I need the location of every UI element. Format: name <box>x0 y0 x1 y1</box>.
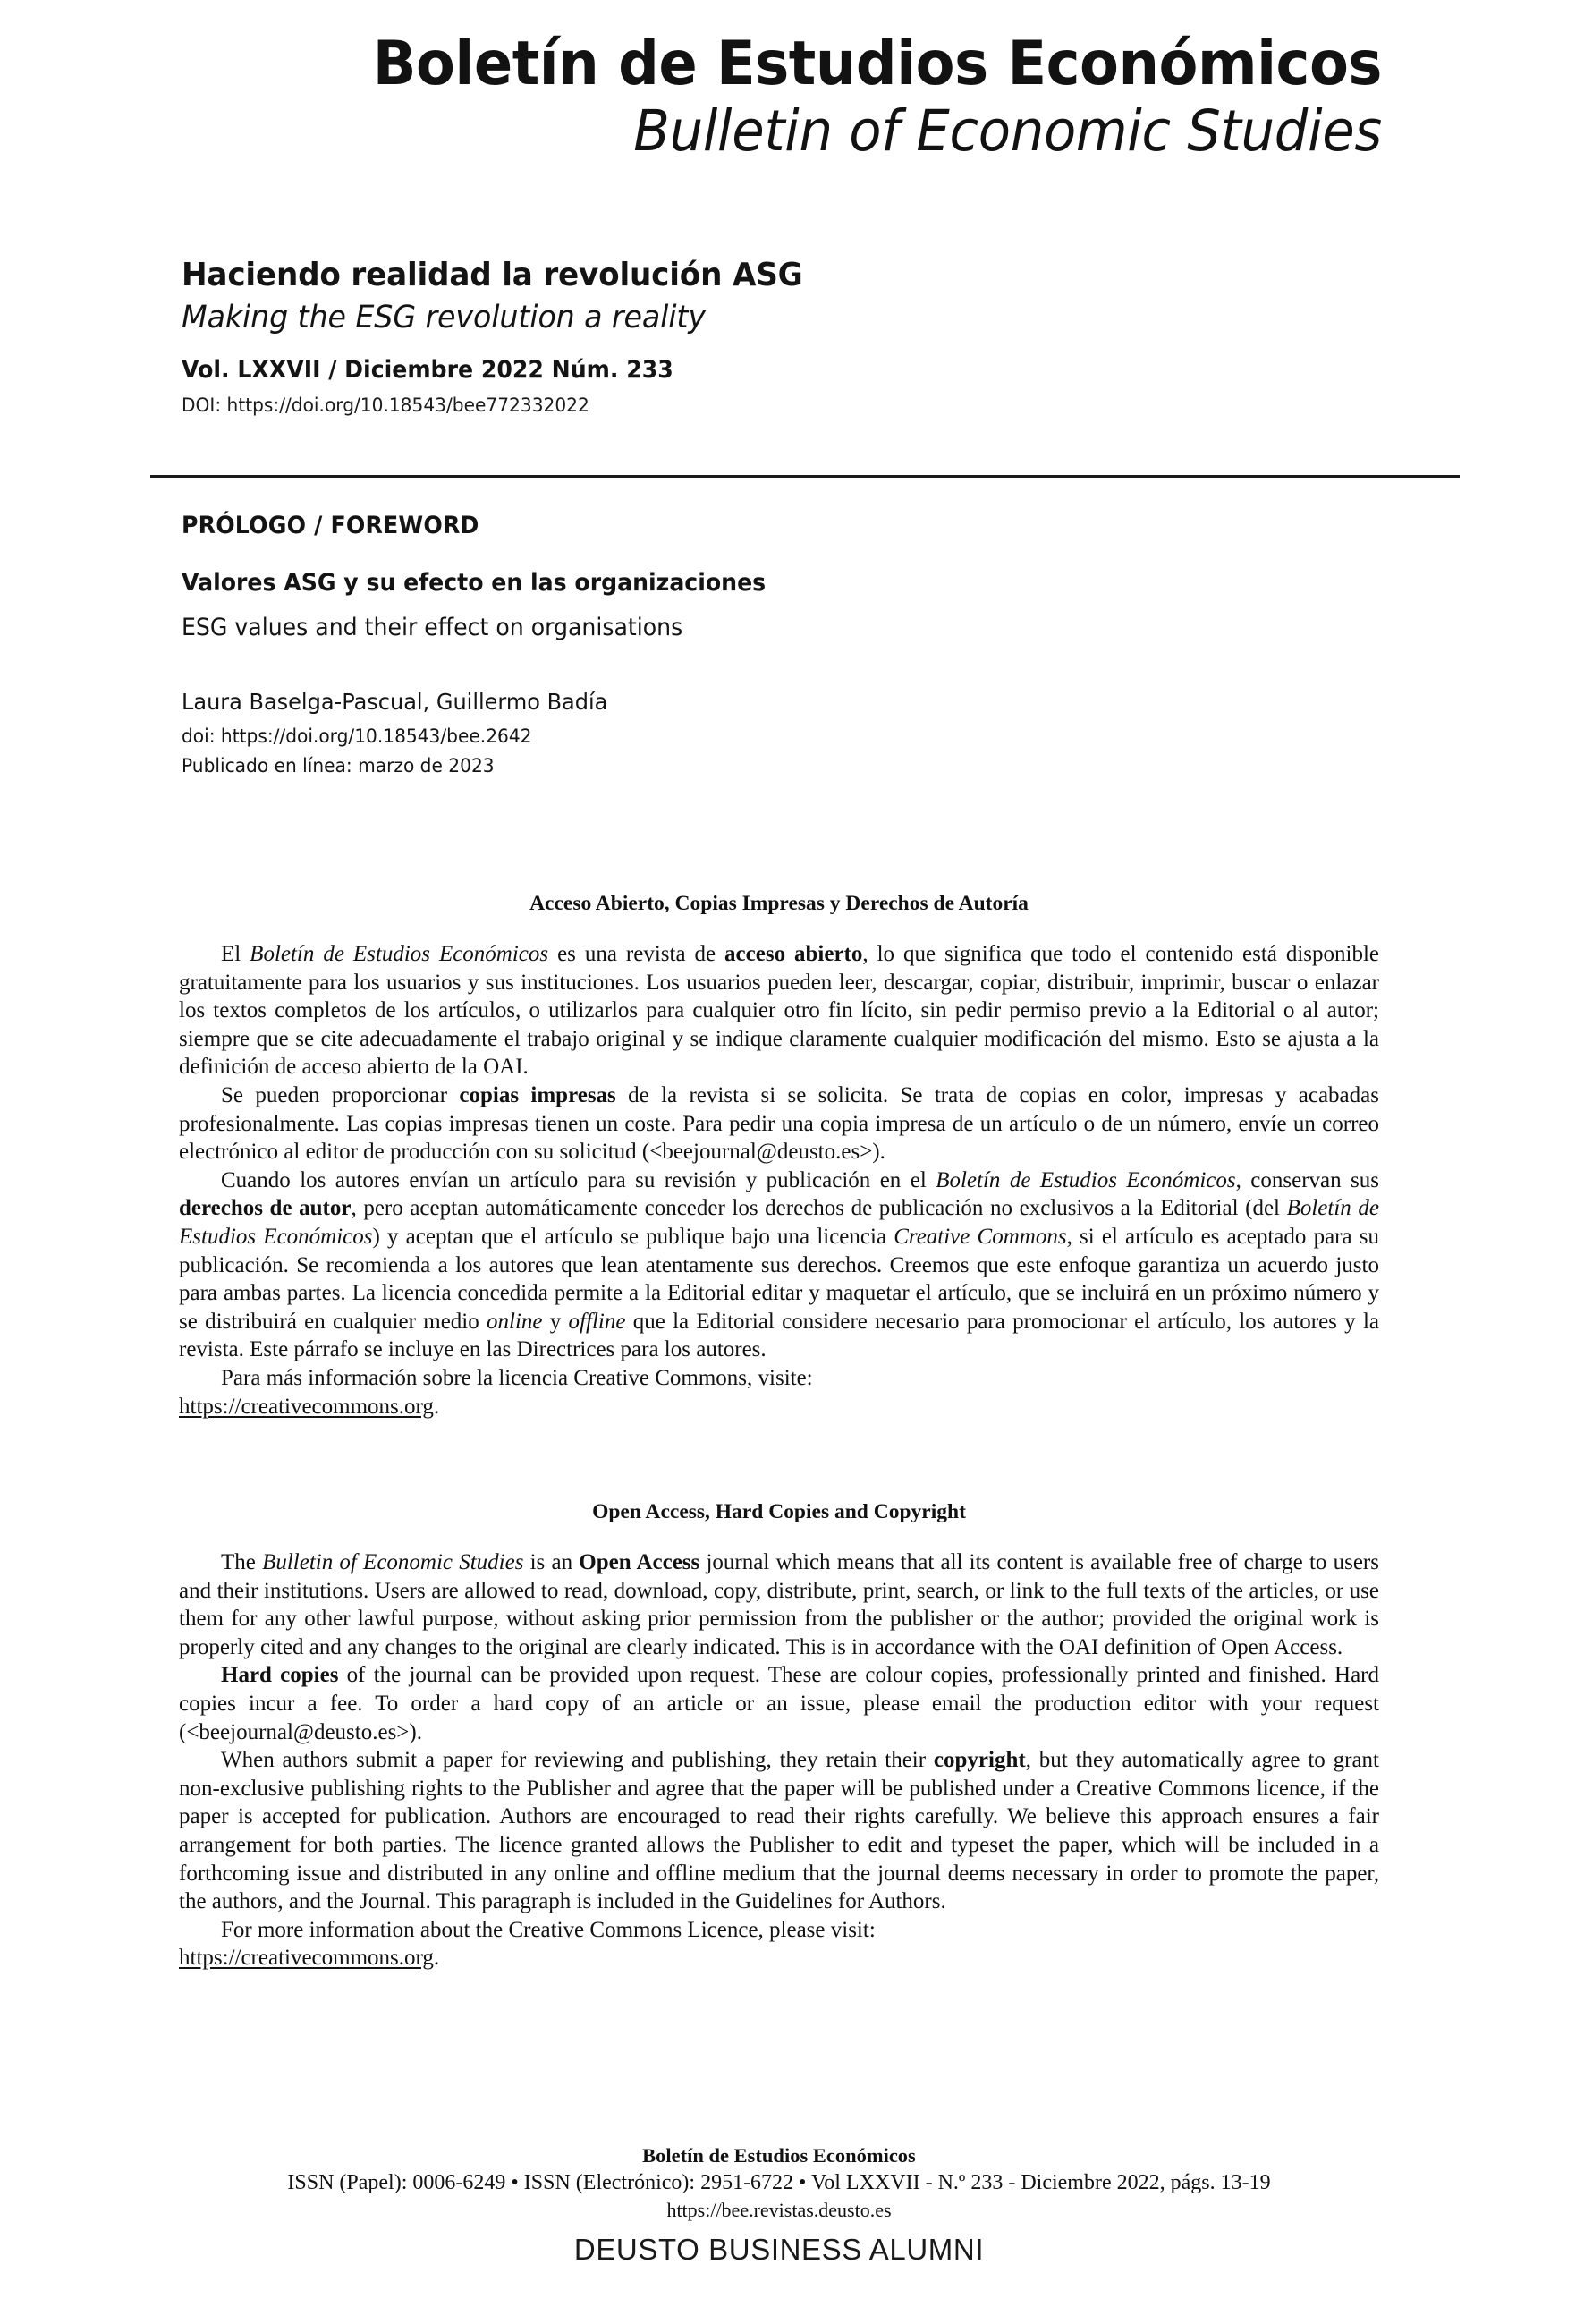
text-run: , si el artículo es aceptado para su publicación. Se recomienda a los autores que lean atentamente sus derechos. Creemos que este enfoque garantiza un acuerdo justo para ambas partes. La licencia concedida permite a la Editorial editar y maquetar el artículo, que se incluirá en un próximo número y se distribuirá en cualquier medio <box>179 1224 1379 1334</box>
footer-journal-url[interactable]: https://bee.revistas.deusto.es <box>666 2199 892 2221</box>
text-run: de la revista si se solicita. Se trata de copias en color, impresas y acabadas profesionalmente. Las copias impresas tienen un coste. Para pedir una copia impresa de un artículo o de un número, envíe un correo electrónico al editor de producción con su solicitud (<beejournal@deusto.es>). <box>179 1082 1379 1165</box>
text-run-italic: Bulletin of Economic Studies <box>262 1550 524 1574</box>
creative-commons-link[interactable]: https://creativecommons.org <box>179 1946 434 1971</box>
issue-theme-spanish: Haciendo realidad la revolución ASG <box>182 257 803 293</box>
text-run: . <box>433 1394 440 1419</box>
text-run: Cuando los autores envían un artículo para su revisión y publicación en el <box>221 1167 936 1192</box>
text-run: , but they automatically agree to grant non-exclusive publishing rights to the Publisher and agree that the paper will be published under a Creative Commons licence, if the paper is accepted for publication. Authors are encouraged to read their rights carefully. We believe this approach ensures a fair arrangement for both parties. The licence granted allows the Publisher to edit and typeset the paper, which will be included in a forthcoming issue and distributed in any online and offline medium that the journal deems necessary in order to promote the paper, the authors, and the Journal. This paragraph is included in the Guidelines for Authors. <box>179 1748 1379 1914</box>
text-run: que la Editorial considere necesario para promocionar el artículo, los autores y la revista. Este párrafo se incluye en las Directrices para los autores. <box>179 1309 1379 1362</box>
text-run-bold: copias impresas <box>459 1082 616 1107</box>
issue-theme-english: Making the ESG revolution a reality <box>182 300 706 335</box>
text-run: , pero aceptan automáticamente conceder los derechos de publicación no exclusivos a la Editorial (del <box>351 1196 1287 1221</box>
journal-title-english: Bulletin of Economic Studies <box>633 98 1382 164</box>
article-title-spanish: Valores ASG y su efecto en las organizaciones <box>182 569 767 597</box>
text-run-italic: Creative Commons <box>894 1224 1067 1249</box>
text-run: El <box>221 942 250 966</box>
text-run-italic: Boletín de Estudios Económicos <box>936 1167 1236 1192</box>
text-run-italic: offline <box>568 1309 626 1334</box>
legal-paragraph <box>179 1166 1379 1364</box>
article-published-date: Publicado en línea: marzo de 2023 <box>182 755 495 776</box>
legal-paragraph <box>179 940 1379 1081</box>
text-run-bold: derechos de autor <box>179 1196 352 1221</box>
text-run: When authors submit a paper for reviewing and publishing, they retain their <box>221 1748 934 1773</box>
legal-paragraph <box>179 1081 1379 1166</box>
publisher-logotype: DEUSTO BUSINESS ALUMNI <box>573 2233 985 2266</box>
footer-issn-line: ISSN (Papel): 0006-6249 • ISSN (Electrónico): 2951-6722 • Vol LXXVII - N.º 233 - Diciembre 2022, págs. 13-19 <box>287 2171 1271 2194</box>
text-run-italic: Boletín de Estudios Económicos <box>179 1196 1379 1249</box>
text-run-bold: copyright <box>933 1748 1026 1773</box>
text-run: The <box>221 1550 263 1574</box>
legal-link-line <box>179 1944 1379 1972</box>
journal-title-spanish: Boletín de Estudios Económicos <box>372 29 1382 99</box>
legal-section-spanish <box>179 890 1379 1421</box>
text-run-bold: Hard copies <box>221 1663 339 1688</box>
legal-paragraph <box>179 1364 1379 1393</box>
footer-journal-name: Boletín de Estudios Económicos <box>642 2144 916 2167</box>
text-run: , lo que significa que todo el contenido está disponible gratuitamente para los usuarios y sus instituciones. Los usuarios pueden leer, descargar, copiar, distribuir, imprimir, buscar o enlazar los textos completos de los artículos, o utilizarlos para cualquier otro fin lícito, sin pedir permiso previo a la Editorial o al autor; siempre que se cite adecuadamente el trabajo original y se indique claramente cualquier modificación del mismo. Esto se ajusta a la definición de acceso abierto de la OAI. <box>179 942 1380 1080</box>
issue-doi: DOI: https://doi.org/10.18543/bee772332022 <box>182 394 589 416</box>
text-run-italic: online <box>487 1309 543 1334</box>
foreword-kicker: PRÓLOGO / FOREWORD <box>182 512 479 539</box>
text-run: , conservan sus <box>1235 1167 1379 1192</box>
text-run: . <box>433 1946 440 1971</box>
issue-volume-line: Vol. LXXVII / Diciembre 2022 Núm. 233 <box>182 356 673 384</box>
article-doi: doi: https://doi.org/10.18543/bee.2642 <box>182 725 532 747</box>
text-run: Para más información sobre la licencia Creative Commons, visite: <box>221 1365 813 1390</box>
legal-section-english <box>179 1498 1379 1972</box>
text-run: of the journal can be provided upon request. These are colour copies, professionally printed and finished. Hard copies incur a fee. To order a hard copy of an article or an issue, please email the production editor with your request (<beejournal@deusto.es>). <box>179 1663 1379 1744</box>
legal-paragraph <box>179 1746 1379 1916</box>
article-authors: Laura Baselga-Pascual, Guillermo Badía <box>182 689 608 715</box>
legal-paragraph <box>179 1661 1379 1746</box>
text-run: For more information about the Creative Commons Licence, please visit: <box>221 1917 876 1942</box>
text-run: Se pueden proporcionar <box>221 1082 460 1107</box>
issue-meta <box>182 255 1385 419</box>
text-run: es una revista de <box>548 942 725 966</box>
text-run: y <box>542 1309 569 1334</box>
text-run-bold: Open Access <box>579 1550 700 1574</box>
legal-link-line <box>179 1393 1379 1421</box>
text-run-italic: Boletín de Estudios Económicos <box>250 942 549 966</box>
article-title-english: ESG values and their effect on organisations <box>182 614 683 641</box>
legal-heading-spanish: Acceso Abierto, Copias Impresas y Derechos de Autoría <box>529 892 1029 915</box>
legal-paragraph <box>179 1916 1379 1945</box>
masthead <box>183 30 1382 165</box>
text-run: ) y aceptan que el artículo se publique bajo una licencia <box>372 1224 894 1249</box>
page-footer <box>179 2142 1379 2224</box>
foreword-meta <box>182 510 1385 780</box>
creative-commons-link[interactable]: https://creativecommons.org <box>179 1394 434 1419</box>
legal-paragraph <box>179 1548 1379 1661</box>
header-divider <box>150 475 1460 478</box>
text-run: is an <box>523 1550 580 1574</box>
text-run-bold: acceso abierto <box>724 942 863 966</box>
legal-heading-english: Open Access, Hard Copies and Copyright <box>592 1500 966 1523</box>
text-run: journal which means that all its content is available free of charge to users and their institutions. Users are allowed to read, download, copy, distribute, print, search, or link to the full texts of the articles, or use them for any other lawful purpose, without asking prior permission from the publisher or the author; provided the original work is properly cited and any changes to the original are clearly indicated. This is in accordance with the OAI definition of Open Access. <box>179 1550 1379 1659</box>
